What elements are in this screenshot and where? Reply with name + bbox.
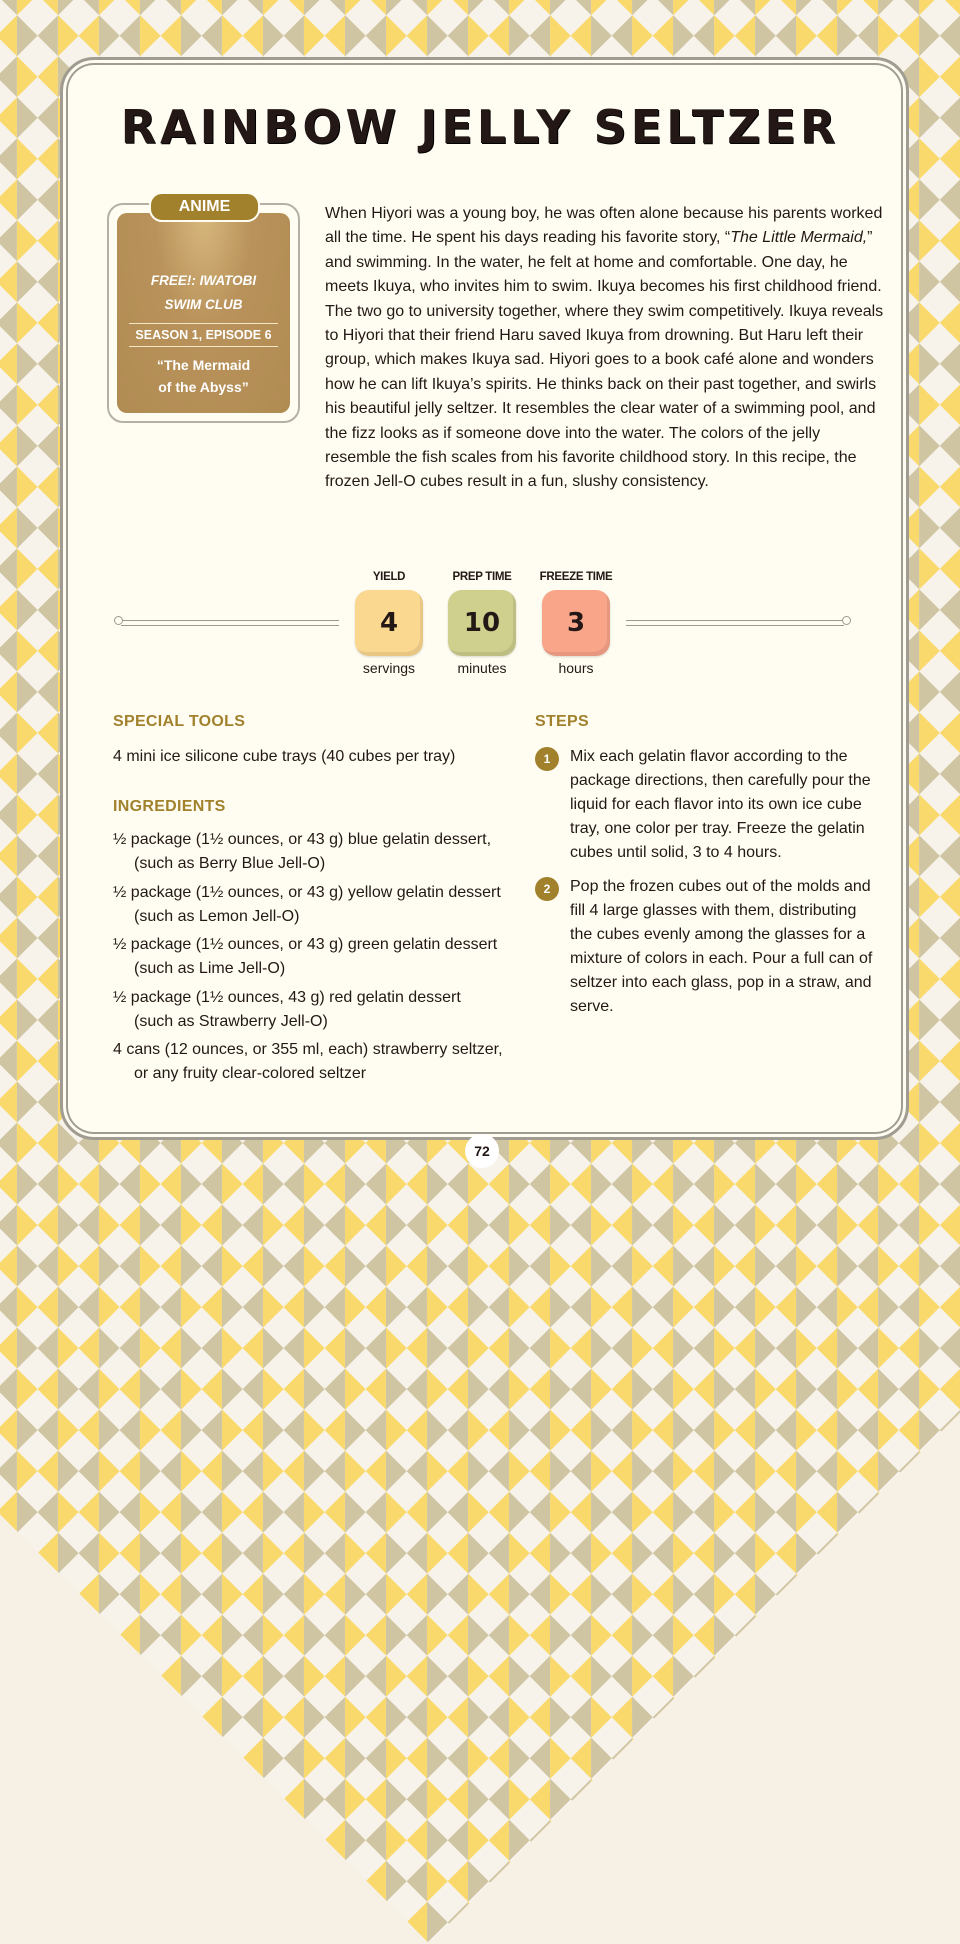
meta-divider-right bbox=[626, 620, 844, 626]
show-title-line1: FREE!: IWATOBI bbox=[150, 273, 257, 288]
meta-yield-label: YIELD bbox=[372, 571, 406, 583]
meta-prep-label: PREP TIME bbox=[452, 571, 512, 583]
page-number: 72 bbox=[465, 1134, 499, 1168]
intro-book-title: The Little Mermaid, bbox=[730, 229, 868, 247]
meta-divider-right-end bbox=[842, 616, 851, 625]
meta-yield-value: 4 bbox=[355, 590, 423, 656]
meta-freeze-time bbox=[531, 571, 621, 676]
ingredient-item: 4 cans (12 ounces, or 355 ml, each) strawberry seltzer, or any fruity clear-colored seltzer bbox=[113, 1041, 503, 1082]
show-title bbox=[117, 269, 290, 317]
meta-freeze-unit: hours bbox=[558, 660, 594, 676]
intro-text-b: ” and swimming. In the water, he felt at home and comfortable. One day, he meets Ikuya, who invites him to swim. Ikuya becomes his first childhood friend. The two go to university together, where they swim competitively. Ikuya reveals to Hiyori that their friend Haru saved Ikuya from drowning. But Haru left their group, which makes Ikuya sad. Hiyori goes to a book café alone and wonders how he can lift Ikuya’s spirits. He thinks back on their past together, and swirls his beautiful jelly seltzer. It resembles the clear water of a swimming pool, and the fizz looks as if someone dove into the water. The colors of the jelly resemble the fish scales from his favorite childhood story. In this recipe, the frozen Jell-O cubes result in a fun, slushy consistency. bbox=[325, 229, 884, 491]
intro-paragraph bbox=[325, 202, 885, 495]
step-number-badge: 1 bbox=[535, 747, 559, 771]
recipe-title: RAINBOW JELLY SELTZER bbox=[120, 100, 840, 154]
ingredients-list bbox=[113, 828, 503, 1091]
intro-text-a: When Hiyori was a young boy, he was often alone because his parents worked all the time. He spent his days reading his favorite story, “ bbox=[325, 205, 883, 247]
meta-prep-unit: minutes bbox=[457, 660, 507, 676]
meta-freeze-label: FREEZE TIME bbox=[539, 571, 613, 583]
special-tools-item: 4 mini ice silicone cube trays (40 cubes per tray) bbox=[113, 748, 456, 765]
meta-divider-left bbox=[121, 620, 339, 626]
ingredient-item: ½ package (1½ ounces, or 43 g) blue gelatin dessert, (such as Berry Blue Jell-O) bbox=[113, 831, 492, 872]
episode-title-line1: “The Mermaid bbox=[156, 357, 251, 373]
ingredient-item: ½ package (1½ ounces, 43 g) red gelatin dessert (such as Strawberry Jell-O) bbox=[113, 988, 461, 1030]
meta-freeze-value: 3 bbox=[542, 590, 610, 656]
ingredient-item: ½ package (1½ ounces, or 43 g) yellow gelatin dessert (such as Lemon Jell-O) bbox=[113, 883, 501, 925]
meta-prep-value: 10 bbox=[448, 590, 516, 656]
step-item bbox=[535, 745, 880, 865]
step-text: Pop the frozen cubes out of the molds and fill 4 large glasses with them, distributing the cubes evenly among the glasses for a mixture of colors in each. Pour a full can of seltzer into each glass, pop in a straw, and serve. bbox=[570, 878, 873, 1015]
meta-divider-left-end bbox=[114, 616, 123, 625]
step-text: Mix each gelatin flavor according to the package directions, then carefully pour the liquid for each flavor into its own ice cube tray, one color per tray. Freeze the gelatin cubes until solid, 3 to 4 hours. bbox=[570, 748, 871, 861]
steps-list bbox=[535, 745, 880, 1029]
source-card bbox=[107, 203, 300, 423]
meta-yield-unit: servings bbox=[362, 660, 416, 676]
special-tools-heading: SPECIAL TOOLS bbox=[113, 713, 246, 730]
steps-heading: STEPS bbox=[535, 713, 589, 730]
step-number-badge: 2 bbox=[535, 877, 559, 901]
step-item bbox=[535, 875, 880, 1019]
source-card-inner bbox=[117, 213, 290, 413]
episode-title-line2: of the Abyss” bbox=[158, 379, 249, 395]
episode-title bbox=[117, 354, 290, 398]
ingredients-heading: INGREDIENTS bbox=[113, 798, 226, 815]
source-category-tag: ANIME bbox=[149, 192, 260, 222]
ingredient-item: ½ package (1½ ounces, or 43 g) green gelatin dessert (such as Lime Jell-O) bbox=[113, 936, 498, 977]
show-title-line2: SWIM CLUB bbox=[164, 297, 243, 312]
meta-prep-time bbox=[437, 571, 527, 676]
meta-yield bbox=[344, 571, 434, 676]
episode-label: SEASON 1, EPISODE 6 bbox=[129, 323, 278, 347]
